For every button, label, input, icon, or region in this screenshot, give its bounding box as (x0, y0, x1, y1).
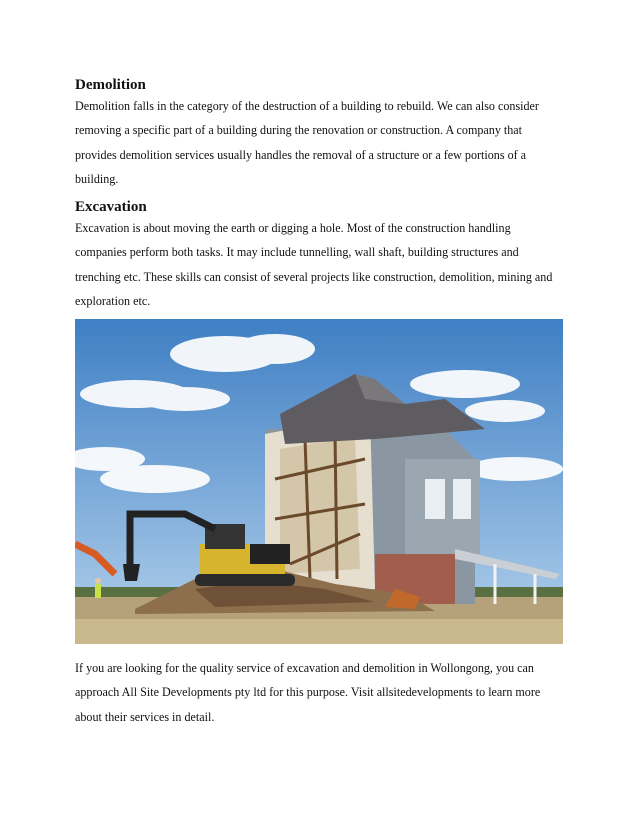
heading-demolition: Demolition (75, 77, 146, 93)
worker (95, 578, 101, 598)
heading-excavation: Excavation (75, 199, 147, 215)
demolition-photo (75, 319, 563, 644)
paragraph-excavation: Excavation is about moving the earth or digging a hole. Most of the construction handling companies perform both tasks. It may include tunnelling, wall shaft, building structures and trenching etc. These skills can consist of several projects like construction, demolition, mining and exploration etc. (75, 221, 553, 308)
paragraph-closing: If you are looking for the quality service of excavation and demolition in Wollongong, you can approach All Site Developments pty ltd for this purpose. Visit allsitedevelopments to learn more about their services in detail. (75, 661, 541, 724)
paragraph-demolition: Demolition falls in the category of the destruction of a building to rebuild. We can also consider removing a specific part of a building during the renovation or construction. A company that provides demolition services usually handles the removal of a structure or a few portions of a building. (75, 99, 539, 186)
